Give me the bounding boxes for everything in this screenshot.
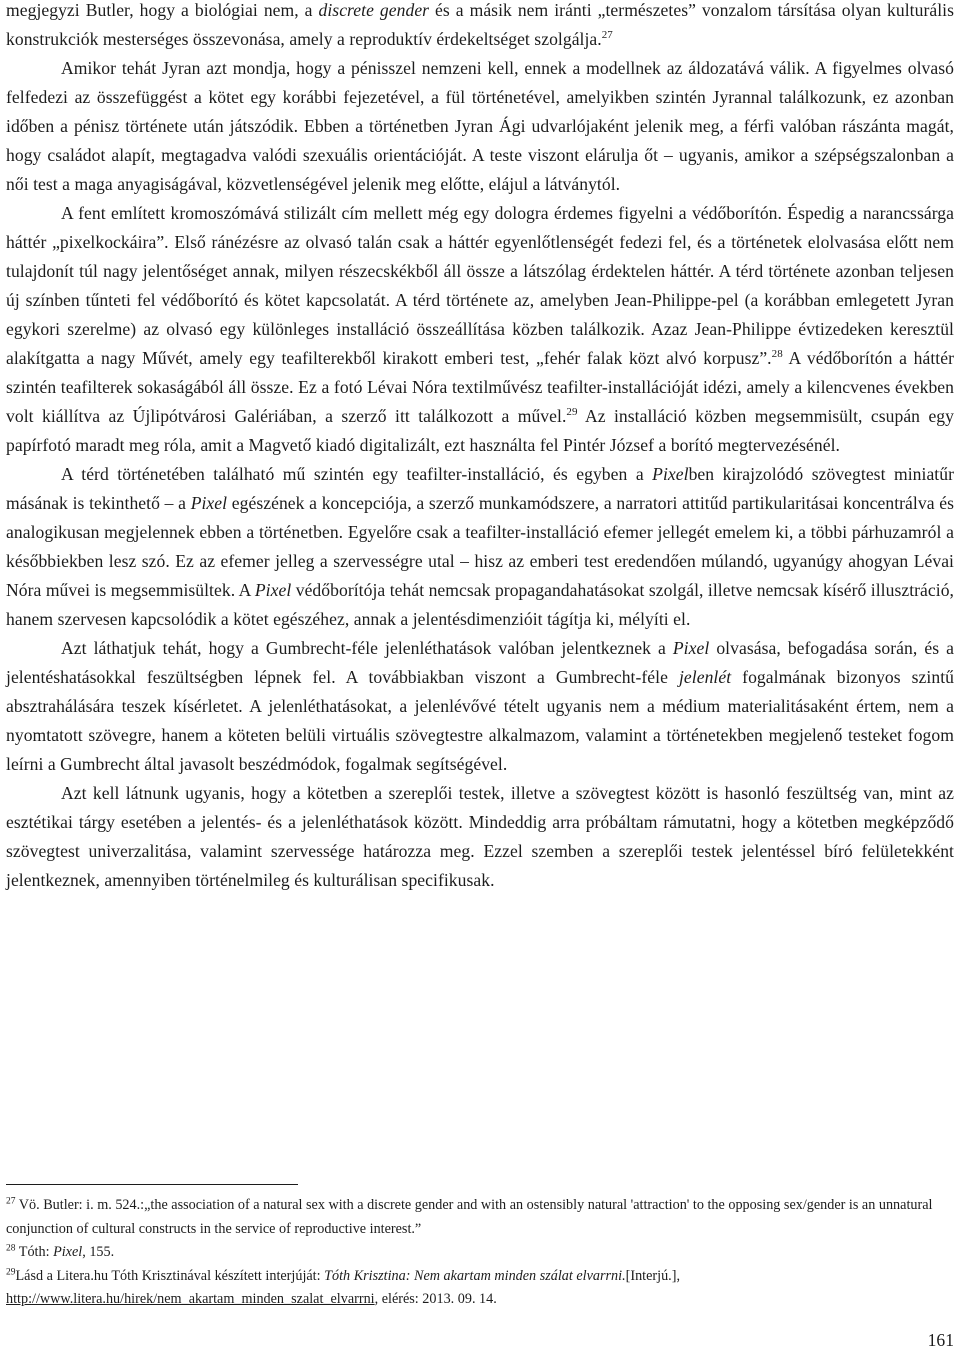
- text-run: , elérés: 2013. 09. 14.: [374, 1291, 497, 1308]
- paragraph: [6, 460, 954, 634]
- italic-text: Pixel: [652, 464, 689, 484]
- paragraph: [6, 634, 954, 779]
- text-run: Tóth:: [15, 1244, 54, 1261]
- page-number: 161: [927, 1330, 954, 1350]
- text-run: Azt kell látnunk ugyanis, hogy a kötetben a szereplői testek, illetve a szövegtest között is hasonló feszültség van, mint az esztétikai tárgy esetében a jelentés- és a jelenléthatások között. Mindeddig arra próbáltam rámutatni, hogy a kötetben megképződő szövegtest univerzalitása, valamint szervessége határozza meg. Ezzel szemben a szereplői testek jelentéssel bíró felületekként jelentkeznek, amennyiben történelmileg és kulturálisan specifikusak.: [6, 783, 954, 890]
- italic-text: Pixel: [53, 1244, 83, 1261]
- italic-text: discrete gender: [318, 0, 430, 20]
- text-run: Az installáció közben megsemmisült, csupán egy papírfotó maradt meg róla, amit a Magvető kiadó digitalizált, ezt használta fel Pintér József a borító megtervezésénél.: [6, 406, 954, 455]
- text-run: olvasása, befogadása során, és a jelentéshatásokkal feszültségben lépnek fel. A továbbiakban viszont a Gumbrecht-féle: [6, 638, 954, 687]
- italic-text: jelenlét: [678, 667, 732, 687]
- text-run: A térd történetében található mű szintén egy teafilter-installáció, és egyben a: [61, 464, 653, 484]
- text-run: védőborítója tehát nemcsak propagandahatásokat szolgál, illetve nemcsak kísérő illusztráció, hanem szervesen kapcsolódik a kötet egészéhez, annak a jelentésdimenzióit tágítja ki, mélyíti el.: [6, 580, 955, 629]
- text-run: Vö. Butler: i. m. 524.:„the association of a natural sex with a discrete gender and with an ostensibly natural 'attraction' to the opposing sex/gender is an unnatural conjunction of cultural constructs in the service of reproductive interest.”: [6, 1197, 933, 1237]
- footnote: [6, 1265, 954, 1312]
- text-run: és a másik nem iránti „természetes” vonzalom társítása olyan kulturális konstrukciók mesterséges összevonása, amely a reproduktív érdekeltséget szolgálja.: [6, 0, 954, 49]
- text-run: A fent említett kromoszómává stilizált cím mellett még egy dologra érdemes figyelni a védőborítón. Éspedig a narancssárga háttér „pixelkockáira”. Első ránézésre az olvasó talán csak a háttér egyenlőtlenségét fedezi fel, és a történetek elolvasása előtt nem tulajdonít túl nagy jelentőséget annak, milyen részecskékből áll össze a látszólag érdektelen háttér. A térd története azonban teljesen új színben tűnteti fel védőborító és kötet kapcsolatát. A térd története az, amelyben Jean-Philippe-pel (a korábban emlegetett Jyran egykori szerelme) az olvasó egy különleges installáció összeállítása közben találkozik. Azaz Jean-Philippe évtizedeken keresztül alakítgatta a nagy Művét, amely egy teafilterekből kirakott emberi test, „fehér falak közt alvó korpusz”.: [6, 203, 954, 368]
- text-run: ben kirajzolódó szövegtest miniatűr másának is tekinthető – a: [6, 464, 955, 513]
- paragraph: [6, 199, 954, 460]
- paragraph: [6, 779, 954, 895]
- footnote-ref: 29: [566, 406, 578, 419]
- footnote: [6, 1241, 954, 1265]
- italic-text: Pixel: [190, 493, 228, 513]
- footnote-ref: 27: [601, 29, 613, 42]
- footnote-ref: 27: [6, 1196, 16, 1207]
- footnote-ref: 28: [771, 348, 783, 361]
- body-text: [6, 0, 954, 895]
- paragraph: [6, 0, 954, 54]
- text-run: , 155.: [82, 1244, 115, 1261]
- italic-text: Pixel: [672, 638, 710, 658]
- footnote-ref: 28: [6, 1243, 16, 1254]
- paragraph: [6, 54, 954, 199]
- italic-text: Tóth Krisztina: Nem akartam minden szálat elvarrni.: [324, 1267, 626, 1284]
- text-run: [Interjú.],: [625, 1267, 680, 1284]
- footnote-link[interactable]: http://www.litera.hu/hirek/nem_akartam_minden_szalat_elvarrni: [6, 1291, 375, 1308]
- footnotes: [6, 1194, 954, 1312]
- footnote: [6, 1194, 954, 1241]
- text-run: fogalmának bizonyos szintű absztrahálására teszek kísérletet. A jelenléthatásokat, a jelenlévővé tételt ugyanis nem a médium materialitásaként értem, nem a nyomtatott szövegre, hanem a köteten belüli virtuális szövegtestre alkalmazom, valamint a történetekben megjelenő testeket fogom leírni a Gumbrecht által javasolt beszédmódok, fogalmak segítségével.: [6, 667, 954, 774]
- footnote-ref: 29: [6, 1267, 16, 1278]
- text-run: Lásd a Litera.hu Tóth Krisztinával készített interjúját:: [15, 1267, 325, 1284]
- text-run: Azt láthatjuk tehát, hogy a Gumbrecht-féle jelenléthatások valóban jelentkeznek a: [61, 638, 673, 658]
- text-run: A védőborítón a háttér szintén teafilterek sokaságából áll össze. Ez a fotó Lévai Nóra textilművész teafilter-installációját idézi, amely a kilencvenes években volt kiállítva az Újlipótvárosi Galériában, a szerző itt találkozott a művel.: [6, 348, 955, 426]
- text-run: megjegyzi Butler, hogy a biológiai nem, a: [6, 0, 319, 20]
- footnote-separator: [6, 1184, 298, 1185]
- text-run: egészének a koncepciója, a szerző munkamódszere, a narratori attitűd partikularitásai koncentrálva és analogikusan megjelennek ebben a történetben. Egyelőre csak a teafilter-installáció efemer jellegét emelem ki, a többi párhuzamról a későbbiekben lesz szó. Ez az efemer jelleg a szervességre utal – hisz az emberi test eredendően múlandó, ugyanúgy ahogyan Lévai Nóra művei is megsemmisültek. A: [6, 493, 954, 600]
- text-run: Amikor tehát Jyran azt mondja, hogy a pénisszel nemzeni kell, ennek a modellnek az áldozatává válik. A figyelmes olvasó felfedezi az összefüggést a kötet egy korábbi fejezetével, a fül történetével, amelyikben szintén Jyrannal találkozunk, ez azonban időben a pénisz története után játszódik. Ebben a történetben Jyran Ági udvarlójaként jelenik meg, a férfi valóban rászánta magát, hogy családot alapít, megtagadva valódi szexuális orientációját. A teste viszont elárulja őt – ugyanis, amikor a szépségszalonban a női test a maga anyagiságával, közvetlenségével jelenik meg előtte, elájul a látványtól.: [6, 58, 954, 194]
- italic-text: Pixel: [254, 580, 292, 600]
